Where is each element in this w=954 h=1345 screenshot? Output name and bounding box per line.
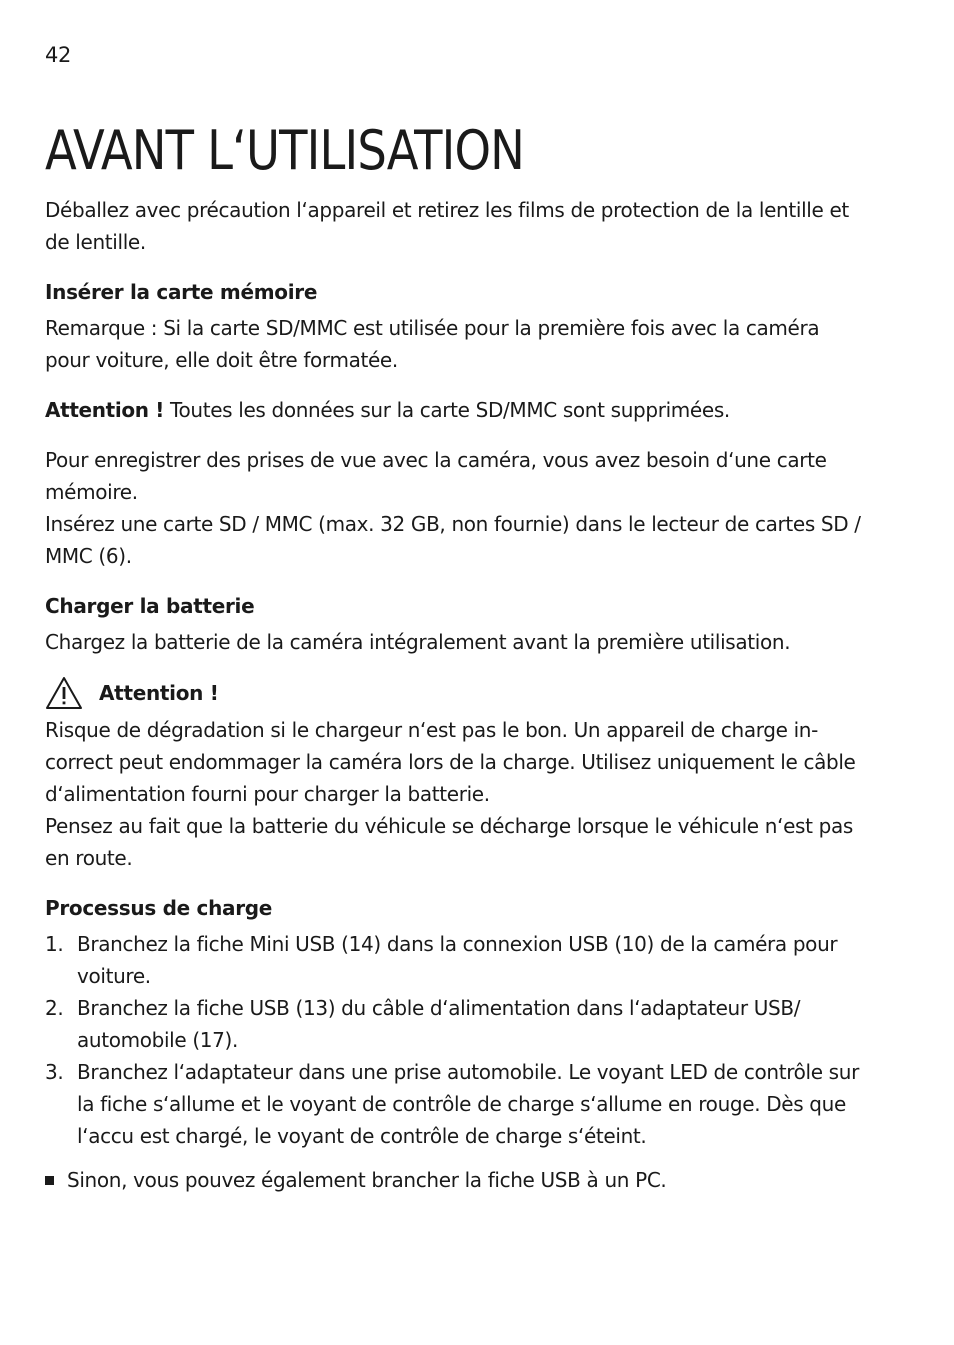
attention-label: Attention ! [45, 398, 165, 422]
list-item [45, 1056, 865, 1152]
square-bullet-icon [45, 1176, 54, 1185]
page-number: 42 [45, 43, 72, 67]
bullet-item [45, 1164, 865, 1196]
intro-paragraph: Déballez avec précaution l‘appareil et retirez les films de protection de la lentille et de lentille. [45, 198, 849, 254]
charge-battery-paragraph: Chargez la batterie de la caméra intégralement avant la première utilisation. [45, 630, 791, 654]
step-text: Branchez l‘adaptateur dans une prise automobile. Le voyant LED de contrôle sur la fiche s‘allume et le voyant de contrôle de charge s‘allume en rouge. Dès que l‘accu est chargé, le voyant de contrôle de charge s‘éteint. [77, 1060, 859, 1148]
remark-paragraph: Remarque : Si la carte SD/MMC est utilisée pour la première fois avec la caméra pour voiture, elle doit être formatée. [45, 316, 820, 372]
page-title: AVANT L‘UTILISATION [45, 119, 525, 182]
heading-charge-battery: Charger la batterie [45, 594, 255, 618]
need-card-paragraph: Pour enregistrer des prises de vue avec la caméra, vous avez besoin d‘une carte mémoire. [45, 448, 827, 504]
attention-text: Toutes les données sur la carte SD/MMC sont supprimées. [164, 398, 730, 422]
heading-insert-memory-card: Insérer la carte mémoire [45, 280, 318, 304]
page [45, 40, 865, 1196]
step-number: 2. [45, 996, 64, 1020]
warning-label: Attention ! [99, 681, 219, 705]
warning-triangle-icon [45, 676, 83, 710]
charging-steps-list [45, 928, 865, 1152]
list-item [45, 992, 865, 1056]
bullet-text: Sinon, vous pouvez également brancher la fiche USB à un PC. [67, 1168, 667, 1192]
step-number: 3. [45, 1060, 64, 1084]
warning-paragraph-2: Pensez au fait que la batterie du véhicule se décharge lorsque le véhicule n‘est pas en route. [45, 814, 853, 870]
step-text: Branchez la fiche USB (13) du câble d‘alimentation dans l‘adaptateur USB/ automobile (17). [77, 996, 801, 1052]
step-number: 1. [45, 932, 64, 956]
attention-paragraph [45, 394, 865, 426]
warning-heading-row [45, 676, 865, 710]
heading-charging-process: Processus de charge [45, 896, 273, 920]
step-text: Branchez la fiche Mini USB (14) dans la connexion USB (10) de la caméra pour voiture. [77, 932, 838, 988]
warning-paragraph-1: Risque de dégradation si le chargeur n‘est pas le bon. Un appareil de charge in-correct peut endommager la caméra lors de la charge. Utilisez uniquement le câble d‘alimentation fourni pour charger la batterie. [45, 718, 856, 806]
list-item [45, 928, 865, 992]
insert-card-paragraph: Insérez une carte SD / MMC (max. 32 GB, non fournie) dans le lecteur de cartes SD / MMC (6). [45, 512, 861, 568]
